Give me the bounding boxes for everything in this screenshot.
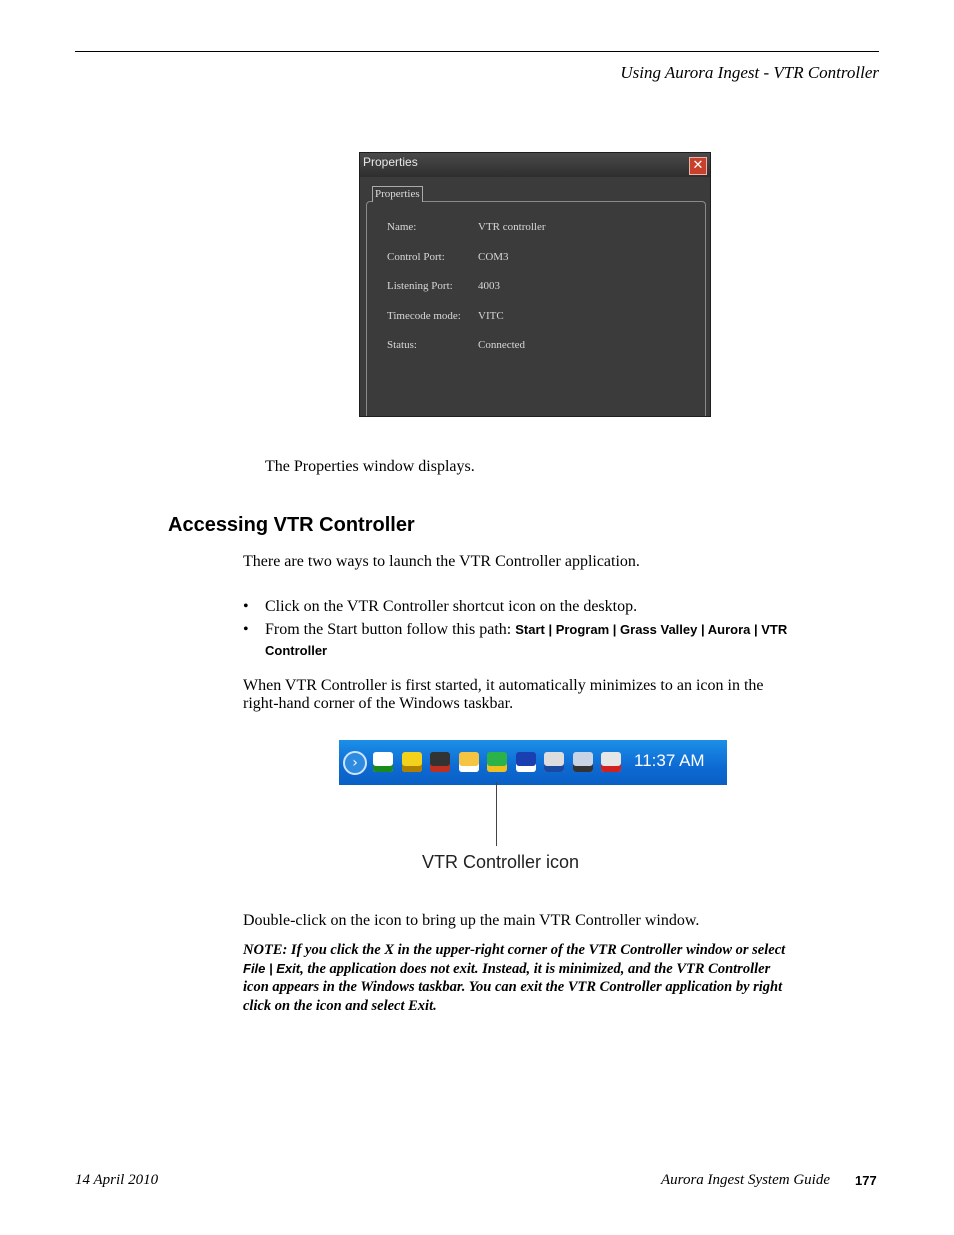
vtr-controller-icon[interactable] <box>487 752 507 772</box>
note-menu-path: File | Exit <box>243 960 301 976</box>
figure-caption: The Properties window displays. <box>265 458 475 475</box>
network-computers-icon[interactable] <box>573 752 593 772</box>
window-title-bar[interactable] <box>360 153 710 177</box>
minimize-paragraph-line: right-hand corner of the Windows taskbar. <box>243 695 514 712</box>
property-value: COM3 <box>478 251 509 263</box>
bullet-text: Click on the VTR Controller shortcut icon on the desktop. <box>265 598 638 615</box>
taskbar-clock: 11:37 AM <box>634 751 705 770</box>
callout-label: VTR Controller icon <box>422 852 580 872</box>
clock-app-icon[interactable] <box>459 752 479 772</box>
chevron-right-icon[interactable]: › <box>343 751 367 775</box>
property-label: Status: <box>387 339 417 351</box>
properties-panel <box>366 201 706 416</box>
property-value: 4003 <box>478 280 500 292</box>
bullet-text-lead: From the Start button follow this path: <box>265 621 516 638</box>
network-wave-icon[interactable] <box>516 752 536 772</box>
property-label: Control Port: <box>387 251 445 263</box>
bullet-text <box>265 621 787 639</box>
property-value: Connected <box>478 339 526 351</box>
property-label: Listening Port: <box>387 280 453 292</box>
callout-line <box>496 782 497 846</box>
tab-properties[interactable]: Properties <box>372 186 423 202</box>
menu-path-continued: Controller <box>265 643 328 658</box>
section-heading: Accessing VTR Controller <box>168 514 415 536</box>
properties-window <box>359 152 711 417</box>
footer-date: 14 April 2010 <box>75 1172 159 1188</box>
menu-path: Start | Program | Grass Valley | Aurora | VTR <box>515 622 788 637</box>
info-tool-icon[interactable] <box>544 752 564 772</box>
windows-taskbar-tray <box>339 740 727 785</box>
bullet-glyph: • <box>243 598 249 615</box>
footer-guide-title: Aurora Ingest System Guide <box>661 1172 830 1188</box>
close-icon[interactable]: ✕ <box>689 157 707 175</box>
double-click-paragraph: Double-click on the icon to bring up the main VTR Controller window. <box>243 912 700 929</box>
minimize-paragraph <box>243 677 763 713</box>
minimize-paragraph-line: When VTR Controller is first started, it automatically minimizes to an icon in the <box>243 677 764 694</box>
property-label: Timecode mode: <box>387 310 461 322</box>
running-head: Using Aurora Ingest - VTR Controller <box>620 63 879 82</box>
note-block <box>243 941 843 1015</box>
header-rule <box>75 51 879 52</box>
note-line: click on the icon and select Exit. <box>243 997 437 1014</box>
property-value: VITC <box>478 310 504 322</box>
note-line: icon appears in the Windows taskbar. You can exit the VTR Controller application by right <box>243 979 783 995</box>
intro-paragraph: There are two ways to launch the VTR Controller application. <box>243 553 640 570</box>
note-line: , the application does not exit. Instead, it is minimized, and the VTR Controller <box>300 960 771 977</box>
alert-network-icon[interactable] <box>601 752 621 772</box>
security-shield-icon[interactable] <box>402 752 422 772</box>
property-value: VTR controller <box>478 221 546 233</box>
note-line: NOTE: If you click the X in the upper-right corner of the VTR Controller window or select <box>243 942 786 958</box>
window-title: Properties <box>363 155 418 169</box>
camera-icon[interactable] <box>430 752 450 772</box>
property-label: Name: <box>387 221 417 233</box>
v2-icon[interactable] <box>373 752 393 772</box>
page-number: 177 <box>855 1173 877 1188</box>
bullet-glyph: • <box>243 621 249 638</box>
